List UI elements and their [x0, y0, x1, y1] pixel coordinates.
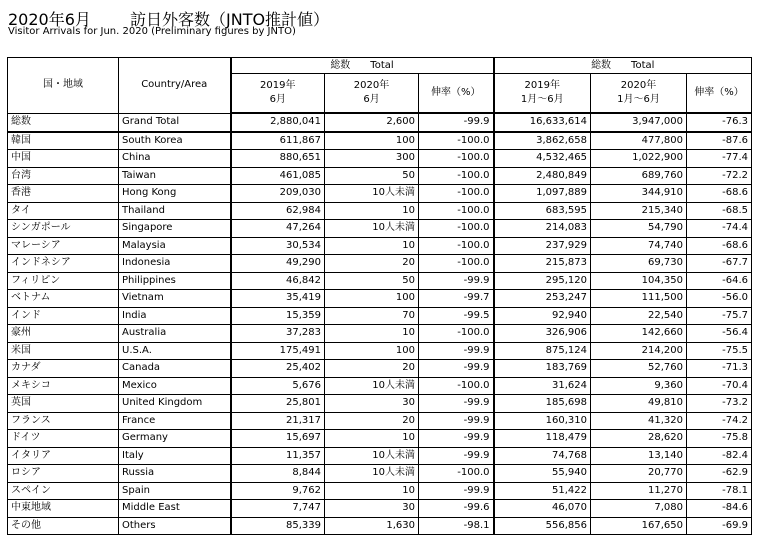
cell-ytd-2020: 7,080 — [591, 500, 687, 518]
cell-ytd-2020: 689,760 — [591, 167, 687, 185]
header-group-ytd: 総数 Total — [494, 58, 752, 74]
cell-region-en: U.S.A. — [119, 342, 231, 360]
cell-growth-ytd: -87.6 — [687, 132, 752, 150]
header-2020-june-month: 6月 — [363, 94, 380, 105]
header-2019-ytd-year: 2019年 — [524, 80, 560, 91]
cell-growth-month: -99.9 — [419, 395, 494, 413]
cell-ytd-2020: 74,740 — [591, 237, 687, 255]
cell-ytd-2019: 51,422 — [494, 482, 591, 500]
cell-region-en: Taiwan — [119, 167, 231, 185]
cell-region-jp: インドネシア — [8, 255, 119, 273]
cell-ytd-2019: 160,310 — [494, 412, 591, 430]
cell-region-en: Singapore — [119, 220, 231, 238]
cell-june-2020: 70 — [325, 307, 419, 325]
cell-june-2019: 49,290 — [231, 255, 325, 273]
cell-june-2019: 21,317 — [231, 412, 325, 430]
cell-growth-ytd: -76.3 — [687, 113, 752, 132]
cell-region-jp: シンガポール — [8, 220, 119, 238]
cell-june-2019: 25,402 — [231, 360, 325, 378]
table-row-grand-total — [8, 113, 752, 132]
header-region-jp: 国・地域 — [8, 58, 119, 114]
cell-region-en: China — [119, 150, 231, 168]
cell-ytd-2019: 683,595 — [494, 202, 591, 220]
header-2020-ytd-year: 2020年 — [620, 80, 657, 91]
title-date: 2020年6月 — [8, 10, 91, 29]
cell-region-jp: 総数 — [8, 113, 119, 132]
cell-ytd-2020: 13,140 — [591, 447, 687, 465]
cell-growth-month: -98.1 — [419, 517, 494, 535]
cell-region-en: Spain — [119, 482, 231, 500]
cell-ytd-2020: 477,800 — [591, 132, 687, 150]
cell-ytd-2020: 20,770 — [591, 465, 687, 483]
header-growth-ytd: 伸率（%） — [687, 74, 752, 114]
cell-ytd-2019: 118,479 — [494, 430, 591, 448]
cell-june-2019: 5,676 — [231, 377, 325, 395]
cell-growth-ytd: -67.7 — [687, 255, 752, 273]
cell-growth-month: -99.9 — [419, 482, 494, 500]
cell-growth-ytd: -56.0 — [687, 290, 752, 308]
cell-growth-ytd: -75.8 — [687, 430, 752, 448]
cell-ytd-2020: 41,320 — [591, 412, 687, 430]
cell-ytd-2020: 54,790 — [591, 220, 687, 238]
header-2020-ytd-range: 1月～6月 — [617, 94, 660, 105]
cell-june-2020: 2,600 — [325, 113, 419, 132]
header-2019-june — [231, 74, 325, 114]
cell-ytd-2019: 214,083 — [494, 220, 591, 238]
cell-ytd-2019: 215,873 — [494, 255, 591, 273]
cell-june-2020: 10 — [325, 430, 419, 448]
cell-june-2020: 100 — [325, 342, 419, 360]
cell-june-2020: 10人未満 — [325, 377, 419, 395]
cell-ytd-2019: 556,856 — [494, 517, 591, 535]
cell-growth-ytd: -74.4 — [687, 220, 752, 238]
cell-region-jp: 韓国 — [8, 132, 119, 150]
cell-growth-month: -100.0 — [419, 325, 494, 343]
cell-june-2020: 1,630 — [325, 517, 419, 535]
cell-june-2020: 50 — [325, 167, 419, 185]
header-2019-ytd-range: 1月～6月 — [520, 94, 564, 105]
cell-growth-month: -99.9 — [419, 360, 494, 378]
cell-region-en: Indonesia — [119, 255, 231, 273]
cell-ytd-2019: 185,698 — [494, 395, 591, 413]
cell-growth-month: -100.0 — [419, 220, 494, 238]
cell-region-jp: 香港 — [8, 185, 119, 203]
cell-june-2019: 209,030 — [231, 185, 325, 203]
header-2019-june-month: 6月 — [269, 94, 286, 105]
cell-region-en: Grand Total — [119, 113, 231, 132]
cell-ytd-2019: 16,633,614 — [494, 113, 591, 132]
visitor-arrivals-table — [7, 57, 752, 535]
cell-growth-month: -100.0 — [419, 185, 494, 203]
cell-ytd-2019: 326,906 — [494, 325, 591, 343]
cell-growth-month: -99.7 — [419, 290, 494, 308]
cell-june-2019: 11,357 — [231, 447, 325, 465]
cell-june-2019: 15,697 — [231, 430, 325, 448]
cell-june-2019: 175,491 — [231, 342, 325, 360]
table-row — [8, 325, 752, 343]
cell-region-jp: 台湾 — [8, 167, 119, 185]
cell-ytd-2019: 46,070 — [494, 500, 591, 518]
cell-region-jp: フィリピン — [8, 272, 119, 290]
table-row — [8, 290, 752, 308]
cell-region-jp: インド — [8, 307, 119, 325]
cell-region-jp: その他 — [8, 517, 119, 535]
header-2019-june-year: 2019年 — [260, 80, 296, 91]
cell-region-en: Thailand — [119, 202, 231, 220]
cell-ytd-2020: 52,760 — [591, 360, 687, 378]
cell-ytd-2019: 31,624 — [494, 377, 591, 395]
header-2020-june — [325, 74, 419, 114]
title-main: 訪日外客数（JNTO推計値） — [130, 10, 330, 29]
table-row — [8, 395, 752, 413]
cell-growth-ytd: -56.4 — [687, 325, 752, 343]
cell-region-jp: カナダ — [8, 360, 119, 378]
cell-region-en: United Kingdom — [119, 395, 231, 413]
cell-region-jp: ベトナム — [8, 290, 119, 308]
cell-ytd-2020: 344,910 — [591, 185, 687, 203]
cell-growth-month: -100.0 — [419, 202, 494, 220]
cell-ytd-2020: 22,540 — [591, 307, 687, 325]
cell-growth-month: -99.9 — [419, 272, 494, 290]
cell-growth-ytd: -70.4 — [687, 377, 752, 395]
cell-growth-ytd: -74.2 — [687, 412, 752, 430]
cell-june-2020: 10 — [325, 202, 419, 220]
cell-june-2020: 10人未満 — [325, 185, 419, 203]
table-row — [8, 482, 752, 500]
cell-ytd-2020: 49,810 — [591, 395, 687, 413]
cell-june-2019: 9,762 — [231, 482, 325, 500]
cell-june-2019: 85,339 — [231, 517, 325, 535]
header-2020-june-year: 2020年 — [353, 80, 390, 91]
cell-growth-ytd: -71.3 — [687, 360, 752, 378]
cell-june-2019: 30,534 — [231, 237, 325, 255]
cell-ytd-2020: 167,650 — [591, 517, 687, 535]
cell-june-2020: 10 — [325, 482, 419, 500]
cell-june-2020: 300 — [325, 150, 419, 168]
cell-region-en: Russia — [119, 465, 231, 483]
cell-growth-month: -99.6 — [419, 500, 494, 518]
cell-growth-month: -100.0 — [419, 377, 494, 395]
cell-ytd-2020: 142,660 — [591, 325, 687, 343]
table-row — [8, 237, 752, 255]
cell-ytd-2019: 295,120 — [494, 272, 591, 290]
cell-june-2020: 30 — [325, 395, 419, 413]
cell-region-jp: 中東地域 — [8, 500, 119, 518]
cell-growth-ytd: -68.6 — [687, 237, 752, 255]
table-body — [8, 113, 752, 535]
cell-region-en: India — [119, 307, 231, 325]
cell-june-2020: 100 — [325, 290, 419, 308]
cell-region-en: Italy — [119, 447, 231, 465]
cell-ytd-2019: 183,769 — [494, 360, 591, 378]
cell-growth-ytd: -62.9 — [687, 465, 752, 483]
table-row — [8, 307, 752, 325]
cell-growth-ytd: -75.7 — [687, 307, 752, 325]
cell-growth-month: -99.9 — [419, 113, 494, 132]
cell-june-2019: 7,747 — [231, 500, 325, 518]
cell-ytd-2019: 253,247 — [494, 290, 591, 308]
cell-ytd-2020: 11,270 — [591, 482, 687, 500]
table-row — [8, 430, 752, 448]
cell-growth-month: -100.0 — [419, 465, 494, 483]
page-subtitle: Visitor Arrivals for Jun. 2020 (Preliminary figures by JNTO) — [8, 26, 296, 37]
cell-ytd-2019: 74,768 — [494, 447, 591, 465]
cell-june-2019: 15,359 — [231, 307, 325, 325]
cell-ytd-2020: 111,500 — [591, 290, 687, 308]
table-row — [8, 377, 752, 395]
cell-ytd-2020: 1,022,900 — [591, 150, 687, 168]
cell-region-en: South Korea — [119, 132, 231, 150]
cell-ytd-2020: 215,340 — [591, 202, 687, 220]
cell-growth-month: -100.0 — [419, 237, 494, 255]
cell-june-2020: 10 — [325, 237, 419, 255]
cell-region-en: Australia — [119, 325, 231, 343]
cell-ytd-2019: 875,124 — [494, 342, 591, 360]
header-2020-ytd — [591, 74, 687, 114]
cell-region-jp: ロシア — [8, 465, 119, 483]
cell-june-2019: 62,984 — [231, 202, 325, 220]
cell-region-jp: タイ — [8, 202, 119, 220]
cell-june-2020: 10 — [325, 325, 419, 343]
cell-june-2020: 20 — [325, 412, 419, 430]
cell-ytd-2020: 28,620 — [591, 430, 687, 448]
table-row — [8, 255, 752, 273]
cell-region-en: France — [119, 412, 231, 430]
cell-region-jp: 米国 — [8, 342, 119, 360]
cell-region-en: Canada — [119, 360, 231, 378]
cell-growth-month: -100.0 — [419, 167, 494, 185]
cell-growth-ytd: -84.6 — [687, 500, 752, 518]
cell-ytd-2020: 9,360 — [591, 377, 687, 395]
cell-june-2019: 47,264 — [231, 220, 325, 238]
table-row — [8, 500, 752, 518]
cell-growth-ytd: -73.2 — [687, 395, 752, 413]
cell-growth-ytd: -78.1 — [687, 482, 752, 500]
cell-region-jp: 豪州 — [8, 325, 119, 343]
cell-ytd-2019: 2,480,849 — [494, 167, 591, 185]
cell-region-jp: 英国 — [8, 395, 119, 413]
cell-growth-month: -99.9 — [419, 430, 494, 448]
cell-region-jp: イタリア — [8, 447, 119, 465]
cell-june-2019: 611,867 — [231, 132, 325, 150]
cell-june-2020: 100 — [325, 132, 419, 150]
cell-june-2019: 25,801 — [231, 395, 325, 413]
cell-growth-ytd: -77.4 — [687, 150, 752, 168]
header-2019-ytd — [494, 74, 591, 114]
cell-june-2020: 10人未満 — [325, 465, 419, 483]
table-row — [8, 517, 752, 535]
cell-region-jp: メキシコ — [8, 377, 119, 395]
cell-june-2019: 461,085 — [231, 167, 325, 185]
table-row — [8, 342, 752, 360]
cell-region-en: Germany — [119, 430, 231, 448]
header-region-en: Country/Area — [119, 58, 231, 114]
table-row — [8, 150, 752, 168]
cell-growth-ytd: -82.4 — [687, 447, 752, 465]
cell-ytd-2019: 92,940 — [494, 307, 591, 325]
cell-june-2020: 30 — [325, 500, 419, 518]
cell-june-2020: 20 — [325, 360, 419, 378]
cell-growth-month: -99.5 — [419, 307, 494, 325]
cell-region-jp: スペイン — [8, 482, 119, 500]
cell-ytd-2019: 3,862,658 — [494, 132, 591, 150]
cell-june-2019: 8,844 — [231, 465, 325, 483]
cell-growth-ytd: -75.5 — [687, 342, 752, 360]
cell-june-2019: 35,419 — [231, 290, 325, 308]
cell-growth-ytd: -68.5 — [687, 202, 752, 220]
cell-june-2020: 10人未満 — [325, 220, 419, 238]
cell-region-en: Philippines — [119, 272, 231, 290]
cell-region-jp: 中国 — [8, 150, 119, 168]
cell-june-2020: 50 — [325, 272, 419, 290]
cell-growth-month: -99.9 — [419, 412, 494, 430]
cell-region-jp: フランス — [8, 412, 119, 430]
cell-growth-ytd: -69.9 — [687, 517, 752, 535]
cell-region-en: Vietnam — [119, 290, 231, 308]
header-group-month: 総数 Total — [231, 58, 494, 74]
table-row — [8, 412, 752, 430]
table-row — [8, 185, 752, 203]
cell-ytd-2020: 104,350 — [591, 272, 687, 290]
cell-growth-ytd: -64.6 — [687, 272, 752, 290]
cell-growth-ytd: -72.2 — [687, 167, 752, 185]
cell-june-2019: 37,283 — [231, 325, 325, 343]
cell-region-jp: マレーシア — [8, 237, 119, 255]
cell-region-en: Middle East — [119, 500, 231, 518]
cell-june-2019: 880,651 — [231, 150, 325, 168]
cell-region-en: Hong Kong — [119, 185, 231, 203]
cell-ytd-2020: 214,200 — [591, 342, 687, 360]
cell-june-2020: 10人未満 — [325, 447, 419, 465]
cell-ytd-2019: 55,940 — [494, 465, 591, 483]
cell-region-jp: ドイツ — [8, 430, 119, 448]
cell-ytd-2019: 4,532,465 — [494, 150, 591, 168]
cell-growth-month: -99.9 — [419, 342, 494, 360]
cell-growth-month: -100.0 — [419, 150, 494, 168]
cell-region-en: Others — [119, 517, 231, 535]
cell-region-en: Malaysia — [119, 237, 231, 255]
table-row — [8, 220, 752, 238]
cell-growth-ytd: -68.6 — [687, 185, 752, 203]
cell-ytd-2020: 69,730 — [591, 255, 687, 273]
table-row — [8, 360, 752, 378]
cell-ytd-2019: 1,097,889 — [494, 185, 591, 203]
cell-growth-month: -100.0 — [419, 132, 494, 150]
table-row — [8, 202, 752, 220]
cell-region-en: Mexico — [119, 377, 231, 395]
cell-growth-month: -100.0 — [419, 255, 494, 273]
cell-june-2019: 2,880,041 — [231, 113, 325, 132]
cell-ytd-2020: 3,947,000 — [591, 113, 687, 132]
header-growth-month: 伸率（%） — [419, 74, 494, 114]
table-row — [8, 272, 752, 290]
table-row — [8, 447, 752, 465]
table-row — [8, 167, 752, 185]
cell-growth-month: -99.9 — [419, 447, 494, 465]
cell-june-2020: 20 — [325, 255, 419, 273]
cell-ytd-2019: 237,929 — [494, 237, 591, 255]
table-row — [8, 465, 752, 483]
cell-june-2019: 46,842 — [231, 272, 325, 290]
table-row — [8, 132, 752, 150]
